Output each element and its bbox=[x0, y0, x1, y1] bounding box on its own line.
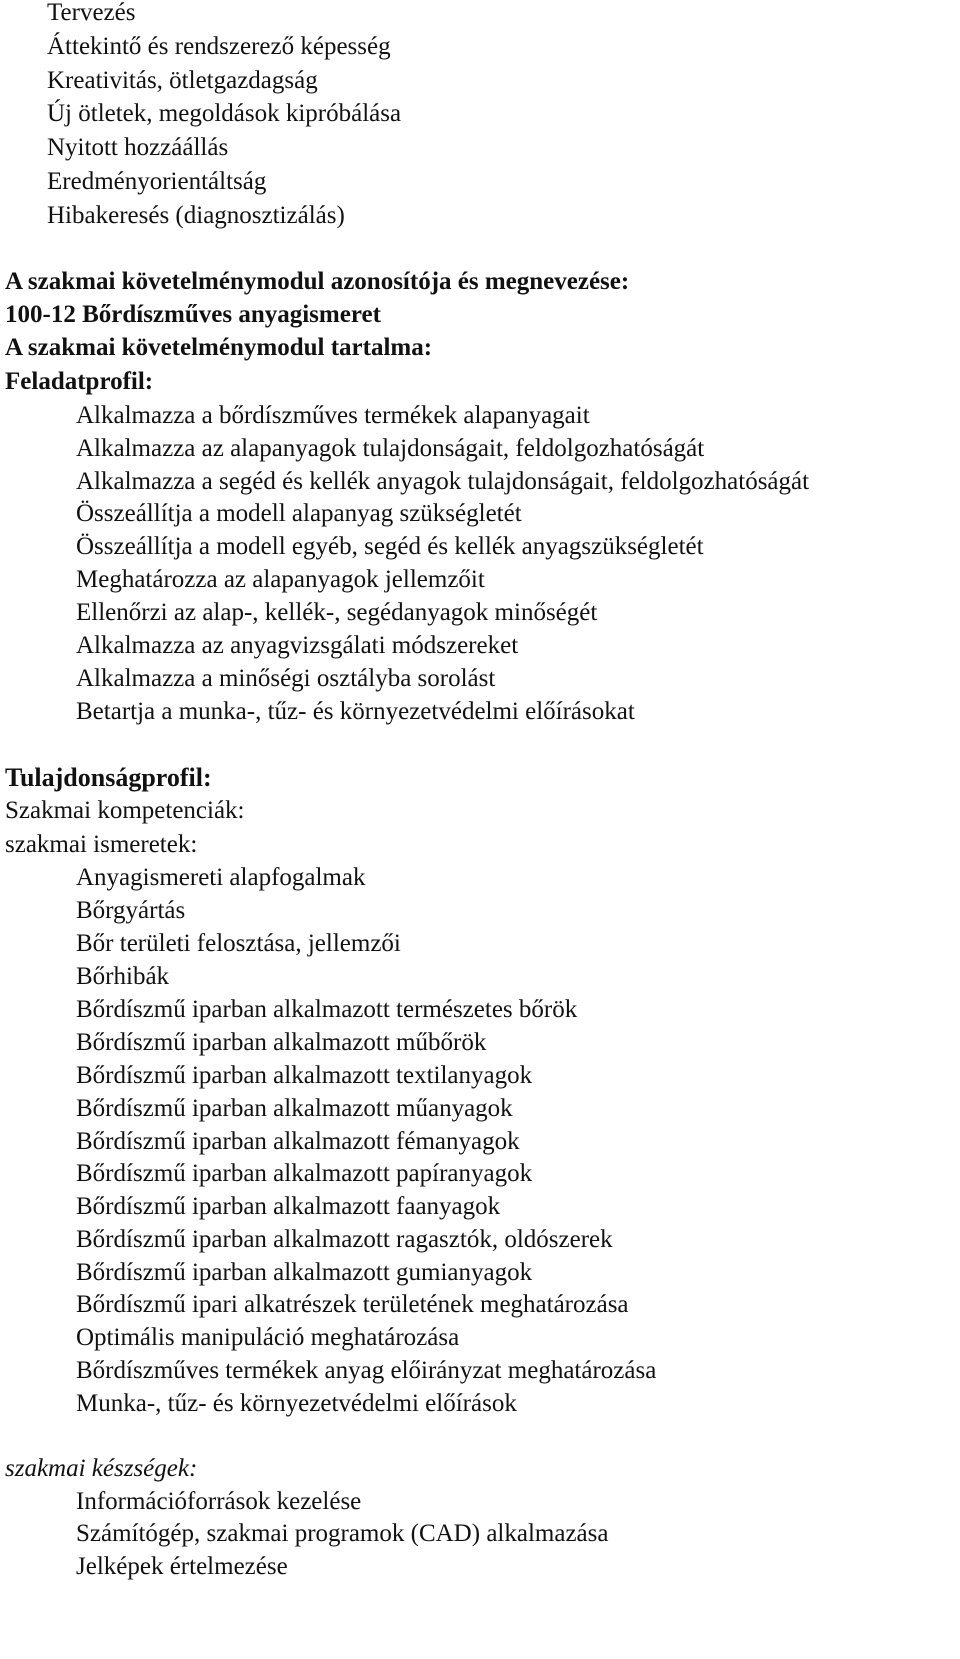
knowledge-item: Bőrdíszmű iparban alkalmazott ragasztók, oldószerek bbox=[76, 1226, 613, 1253]
module-content-heading: A szakmai követelménymodul tartalma: bbox=[5, 334, 433, 361]
knowledge-item: Bőrgyártás bbox=[76, 897, 186, 924]
knowledge-item: Bőrdíszmű iparban alkalmazott műbőrök bbox=[76, 1029, 487, 1056]
task-item: Alkalmazza a minőségi osztályba sorolást bbox=[76, 665, 496, 692]
knowledge-item: Bőrdíszmű iparban alkalmazott fémanyagok bbox=[76, 1128, 520, 1155]
intro-item: Nyitott hozzáállás bbox=[47, 134, 229, 161]
intro-item: Áttekintő és rendszerező képesség bbox=[47, 33, 391, 60]
knowledge-item: Bőrdíszmű ipari alkatrészek területének meghatározása bbox=[76, 1291, 629, 1318]
knowledge-item: Bőrdíszmű iparban alkalmazott természetes bőrök bbox=[76, 996, 578, 1023]
task-item: Meghatározza az alapanyagok jellemzőit bbox=[76, 566, 485, 593]
skill-item: Jelképek értelmezése bbox=[76, 1553, 288, 1580]
intro-item: Hibakeresés (diagnosztizálás) bbox=[47, 202, 345, 229]
task-item: Összeállítja a modell alapanyag szükségletét bbox=[76, 500, 522, 527]
module-id-heading: A szakmai követelménymodul azonosítója és megnevezése: bbox=[5, 268, 630, 295]
knowledge-item: Bőrdíszmű iparban alkalmazott papíranyagok bbox=[76, 1160, 533, 1187]
intro-item: Kreativitás, ötletgazdagság bbox=[47, 67, 318, 94]
task-item: Alkalmazza az alapanyagok tulajdonságait, feldolgozhatóságát bbox=[76, 435, 705, 462]
task-item: Alkalmazza a segéd és kellék anyagok tulajdonságait, feldolgozhatóságát bbox=[76, 468, 810, 495]
knowledge-item: Munka-, tűz- és környezetvédelmi előírások bbox=[76, 1390, 517, 1417]
task-item: Alkalmazza az anyagvizsgálati módszereket bbox=[76, 632, 519, 659]
property-profile-heading: Tulajdonságprofil: bbox=[5, 763, 212, 792]
knowledge-item: Bőrdíszmű iparban alkalmazott műanyagok bbox=[76, 1095, 513, 1122]
skills-label: szakmai készségek: bbox=[5, 1455, 198, 1482]
knowledge-item: Bőrdíszmű iparban alkalmazott gumianyagok bbox=[76, 1259, 533, 1286]
knowledge-item: Bőr területi felosztása, jellemzői bbox=[76, 930, 401, 957]
knowledge-label: szakmai ismeretek: bbox=[5, 831, 198, 858]
intro-item: Eredményorientáltság bbox=[47, 168, 267, 195]
skill-item: Számítógép, szakmai programok (CAD) alkalmazása bbox=[76, 1520, 609, 1547]
knowledge-item: Bőrdíszmű iparban alkalmazott faanyagok bbox=[76, 1193, 501, 1220]
knowledge-item: Bőrdíszmű iparban alkalmazott textilanyagok bbox=[76, 1062, 533, 1089]
competencies-label: Szakmai kompetenciák: bbox=[5, 797, 245, 824]
task-item: Betartja a munka-, tűz- és környezetvédelmi előírásokat bbox=[76, 698, 635, 725]
skill-item: Információforrások kezelése bbox=[76, 1488, 362, 1515]
knowledge-item: Bőrdíszműves termékek anyag előirányzat meghatározása bbox=[76, 1357, 657, 1384]
knowledge-item: Bőrhibák bbox=[76, 963, 170, 990]
task-profile-heading: Feladatprofil: bbox=[5, 368, 154, 395]
intro-item: Új ötletek, megoldások kipróbálása bbox=[47, 100, 402, 127]
task-item: Összeállítja a modell egyéb, segéd és kellék anyagszükségletét bbox=[76, 533, 704, 560]
knowledge-item: Anyagismereti alapfogalmak bbox=[76, 864, 366, 891]
knowledge-item: Optimális manipuláció meghatározása bbox=[76, 1324, 460, 1351]
task-item: Alkalmazza a bőrdíszműves termékek alapanyagait bbox=[76, 402, 590, 429]
task-item: Ellenőrzi az alap-, kellék-, segédanyagok minőségét bbox=[76, 599, 598, 626]
module-id-value: 100-12 Bőrdíszműves anyagismeret bbox=[5, 301, 381, 328]
intro-item: Tervezés bbox=[47, 0, 136, 26]
